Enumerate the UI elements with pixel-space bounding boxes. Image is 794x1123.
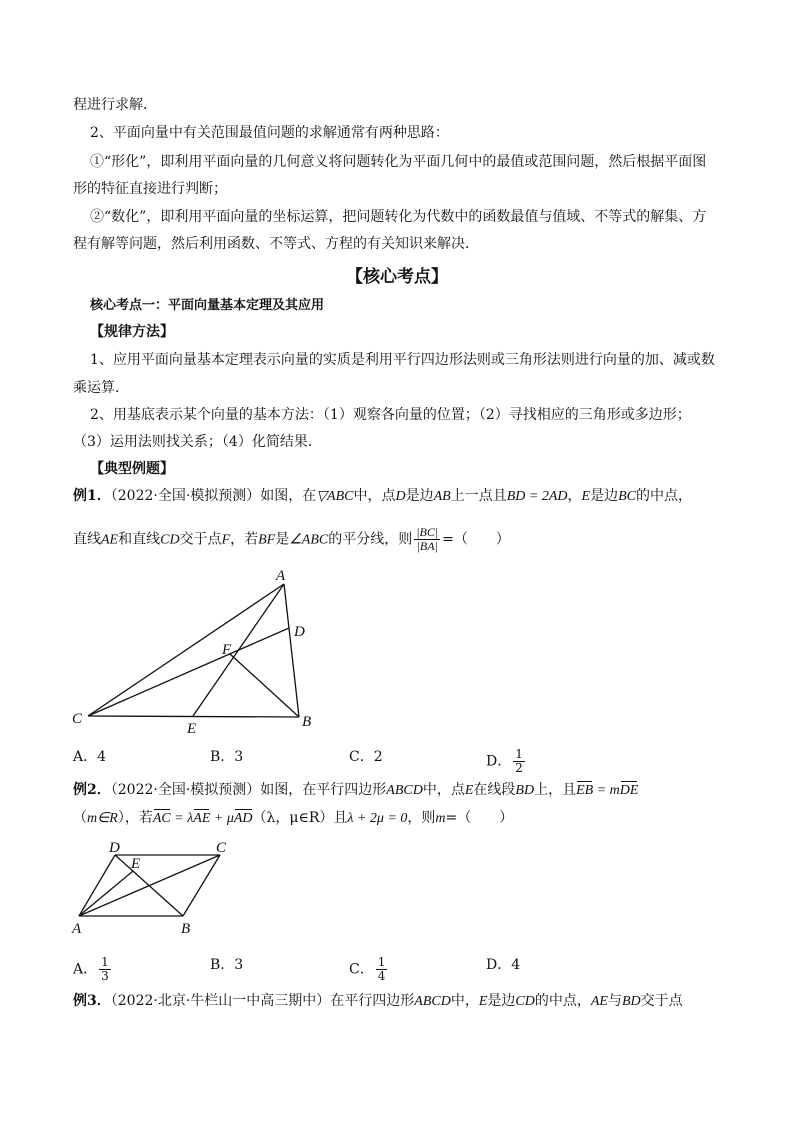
option-B: B．3 [210, 749, 244, 765]
example-label: 例2． [73, 782, 111, 798]
label-E: E [131, 856, 141, 872]
label-F: F [222, 642, 232, 658]
label-C: C [72, 711, 83, 727]
option-D: D．4 [486, 957, 521, 973]
label-A: A [276, 568, 286, 584]
segment-CA [88, 584, 284, 716]
paragraph-line: 乘运算． [73, 380, 129, 396]
fraction: $\frac{|BC|}{|BA|}$ [416, 525, 439, 553]
option-C: C．2 [349, 749, 383, 765]
paragraph-line: ②“数化”，即利用平面向量的坐标运算，把问题转化为代数中的函数最值与值域、不等式的解集、方 [90, 209, 707, 225]
paragraph-line: 程进行求解． [73, 97, 157, 113]
segment-BC [183, 855, 220, 916]
option-C: C． $\frac{1}{4}$ [349, 955, 386, 983]
option-A: A． $\frac{1}{3}$ [73, 955, 109, 983]
paragraph-line: 2、用基底表示某个向量的基本方法：（1）观察各向量的位置；（2）寻找相应的三角形或多边形； [90, 407, 691, 423]
paragraph-line: 2、平面向量中有关范围最值问题的求解通常有两种思路： [90, 125, 449, 141]
paragraph-line: 1、应用平面向量基本定理表示向量的实质是利用平行四边形法则或三角形法则进行向量的加、减或数 [90, 352, 715, 368]
segment-BF [230, 654, 299, 717]
example-title: 【典型例题】 [90, 461, 174, 477]
example-1-line-2: 直线AE和直线CD交于点F，若BF是∠ABC的平分线，则 $\frac{|BC|}{|BA|}$ =（ ） [73, 525, 510, 553]
label-A: A [72, 921, 82, 937]
segment-AB [284, 584, 299, 717]
label-E: E [187, 721, 197, 737]
paragraph-line: 程有解等问题，然后利用函数、不等式、方程的有关知识来解决． [73, 236, 479, 252]
paragraph-line: ①“形化”，即利用平面向量的几何意义将问题转化为平面几何中的最值或范围问题，然后根据平面图 [90, 154, 707, 170]
label-B: B [181, 921, 191, 937]
section-heading: 【核心考点】 [346, 267, 448, 287]
triangle-figure [60, 560, 330, 740]
rule-title: 【规律方法】 [90, 324, 174, 340]
parallelogram-figure [65, 838, 240, 938]
example-2-line-2: （m∈R），若AC = λAE + μAD（λ，μ∈R）且λ + 2μ = 0，则m=（ ） [73, 810, 514, 826]
option-D: D． $\frac{1}{2}$ [486, 747, 523, 775]
option-A: A．4 [73, 749, 107, 765]
label-B: B [302, 714, 312, 730]
paragraph-line: （3）运用法则找关系；（4）化简结果． [73, 434, 322, 450]
example-1-line-1: 例1．（2022·全国·模拟预测）如图，在▽ABC中，点D是边AB上一点且BD = 2AD，E是边BC的中点， [73, 488, 692, 504]
label-C: C [216, 840, 227, 856]
segment-AE [79, 871, 133, 916]
example-3-line-1: 例3．（2022·北京·牛栏山一中高三期中）在平行四边形ABCD中，E是边CD的中点，AE与BD交于点 [73, 993, 683, 1009]
segment-CD [88, 628, 289, 716]
example-label: 例1． [73, 488, 111, 504]
example-2-line-1: 例2．（2022·全国·模拟预测）如图，在平行四边形ABCD中，点E在线段BD上，且EB = mDE [73, 782, 639, 798]
key-point-title: 核心考点一：平面向量基本定理及其应用 [90, 298, 325, 313]
paragraph-line: 形的特征直接进行判断； [73, 181, 227, 197]
segment-AD [79, 855, 115, 916]
segment-AC [79, 855, 220, 916]
label-D: D [294, 624, 305, 640]
segment-AE [193, 584, 284, 716]
option-B: B．3 [210, 957, 244, 973]
label-D: D [109, 840, 120, 856]
example-label: 例3． [73, 993, 111, 1009]
